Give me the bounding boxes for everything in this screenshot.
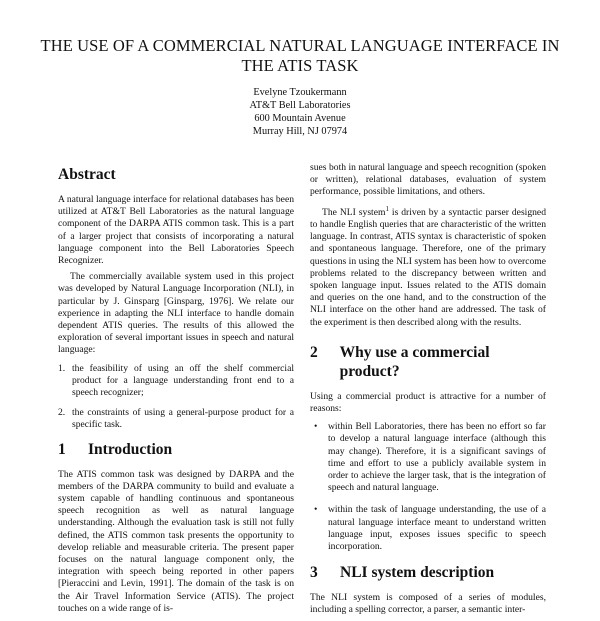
bullet-marker: • [314, 421, 318, 433]
section-title: Introduction [88, 440, 173, 458]
abstract-paragraph-1: A natural language interface for relational databases has been utilized at AT&T Bell Laboratories as the natural language component of the DARPA ATIS common task. This is a part of a larger project that consists of incorporating a natural language component into the Bell Laboratories Speech Recognizer. [58, 194, 294, 267]
list-item-text: within Bell Laboratories, there has been no effort so far to develop a natural language interface (although this may change). Therefore, it is a significant savings of time and effort to use a publicly available system in order to achieve the larger task, that is the integration of speech and natural language. [328, 421, 546, 494]
author-city: Murray Hill, NJ 07974 [252, 126, 348, 137]
author-block [150, 86, 450, 138]
intro-paragraph-1: The ATIS common task was designed by DARPA and the members of the DARPA community to build and evaluate a system capable of handling continuous and spontaneous speech recognition as well as natural language understanding. Although the evaluation task is still not fully defined, the ATIS common task presents the opportunity to develop reliable and measurable criteria. The present paper focuses on the natural language component only, the integration with speech being reported in other papers [Pieraccini and Levin, 1991]. The domain of the task is on the Air Travel Information Service (ATIS). The project touches on a wide range of is- [58, 468, 294, 614]
list-item-text: within the task of language understanding, the use of a natural language interface meant to understand written language input, exposes issues specific to speech incorporation. [328, 504, 546, 553]
list-item [310, 504, 546, 553]
section-title: Why use a commercial product? [339, 343, 490, 380]
bullet-marker: • [314, 504, 318, 516]
left-column [58, 165, 294, 619]
paper-title: THE USE OF A COMMERCIAL NATURAL LANGUAGE INTERFACE IN THE ATIS TASK [40, 36, 560, 75]
list-marker: 2. [58, 407, 66, 419]
list-marker: 1. [58, 362, 66, 374]
abstract-list [58, 363, 294, 432]
intro-p2-text-a: The NLI system [322, 206, 386, 218]
why-paragraph-1: Using a commercial product is attractive for a number of reasons: [310, 390, 546, 415]
author-name: Evelyne Tzoukermann [253, 87, 347, 98]
why-list [310, 421, 546, 553]
list-item [58, 363, 294, 400]
abstract-paragraph-2: The commercially available system used in this project was developed by Natural Language Incorporation (NLI), in particular by J. Ginsparg [Ginsparg, 1976]. We relate our experience in adapting the NLI interface to handle domain dependent ATIS queries. The results of this allowed the exploration of several important issues in speech and natural language: [58, 271, 294, 356]
list-item [310, 421, 546, 494]
abstract-heading: Abstract [58, 166, 116, 183]
author-affiliation: AT&T Bell Laboratories [249, 100, 351, 111]
footnote-marker: 1 [385, 204, 389, 213]
section-title: NLI system description [340, 564, 495, 582]
nli-paragraph-1: The NLI system is composed of a series of modules, including a spelling corrector, a parser, a semantic inter- [310, 592, 546, 616]
list-item-text: the constraints of using a general-purpose product for a specific task. [72, 407, 294, 431]
intro-p2-text-b: is driven by a syntactic parser designed to handle English queries that are characteristic of the written language. In contrast, ATIS syntax is characteristic of spoken and spontaneous language. Therefore, one of the primary questions in using the NLI system has been how to overcome problems related to the discrepancy between written and spoken language input. Issues related to the ATIS domain and queries on the one hand, and to the construction of the NLI interface on the other hand are addressed. The task of the experiment is then described along with the results. [310, 206, 546, 328]
section-number: 1 [58, 440, 66, 458]
intro-paragraph-1-continued: sues both in natural language and speech recognition (spoken or written), relational databases, evaluation of system performance, possible limitations, and others. [310, 162, 546, 198]
right-column [310, 162, 546, 621]
list-item [58, 407, 294, 431]
section-number: 2 [310, 343, 318, 361]
intro-paragraph-2 [310, 203, 546, 329]
section-heading-why [310, 343, 546, 381]
section-heading-introduction [58, 440, 294, 459]
list-item-text: the feasibility of using an off the shelf commercial product for a language understanding front end to a speech recognizer; [72, 362, 294, 399]
section-heading-nli [310, 563, 546, 582]
author-address: 600 Mountain Avenue [254, 113, 346, 124]
section-number: 3 [310, 564, 318, 582]
